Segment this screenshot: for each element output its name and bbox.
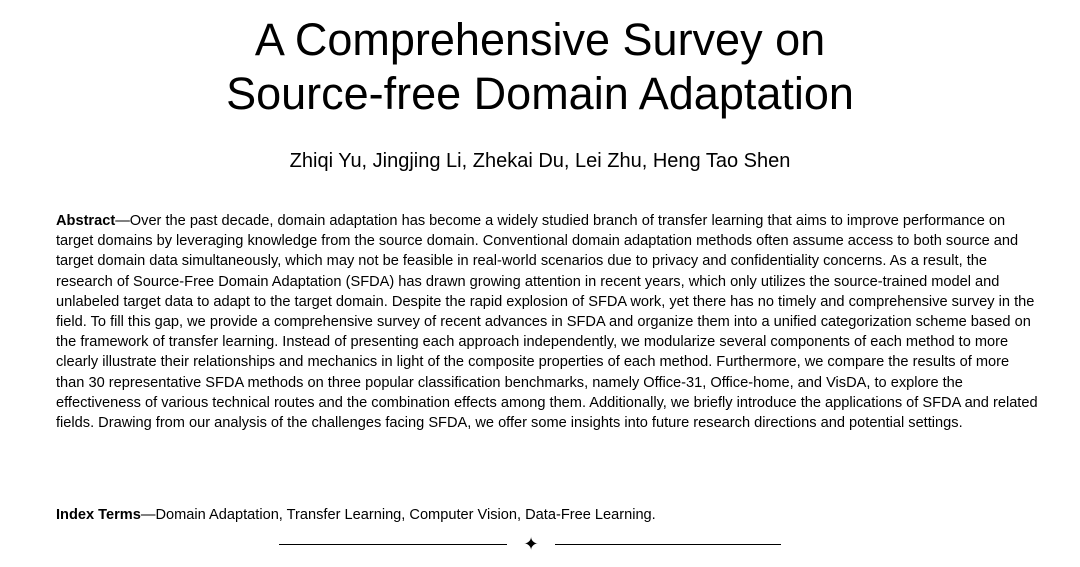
index-terms-label: Index Terms bbox=[56, 507, 141, 523]
abstract-text: —Over the past decade, domain adaptation has become a widely studied branch of transfer learning that aims to improve performance on target domains by leveraging knowledge from the source domain. Conventional domain adaptation methods often assume access to both source and target domain data simultaneously, which may not be feasible in real-world scenarios due to privacy and confidentiality concerns. As a result, the research of Source-Free Domain Adaptation (SFDA) has drawn growing attention in recent years, which only utilizes the source-trained model and unlabeled target data to adapt to the target domain. Despite the rapid explosion of SFDA work, yet there has no timely and comprehensive survey in the field. To fill this gap, we provide a comprehensive survey of recent advances in SFDA and organize them into a unified categorization scheme based on the framework of transfer learning. Instead of presenting each approach independently, we modularize several components of each method to more clearly illustrate their relationships and mechanics in light of the composite properties of each method. Furthermore, we compare the results of more than 30 representative SFDA methods on three popular classification benchmarks, namely Office-31, Office-home, and VisDA, to explore the effectiveness of various technical routes and the combination effects among them. Additionally, we briefly introduce the applications of SFDA and related fields. Drawing from our analysis of the challenges facing SFDA, we offer some insights into future research directions and potential settings. bbox=[56, 213, 1038, 432]
separator-line-right bbox=[555, 544, 781, 545]
abstract-paragraph bbox=[56, 211, 1041, 433]
separator-diamond-icon: ✦ bbox=[523, 534, 539, 554]
abstract-label: Abstract bbox=[56, 213, 116, 229]
index-terms-text: —Domain Adaptation, Transfer Learning, Computer Vision, Data-Free Learning. bbox=[140, 507, 656, 523]
index-terms-paragraph bbox=[56, 505, 1041, 525]
separator-line-left bbox=[279, 544, 507, 545]
paper-title-line-1: A Comprehensive Survey on bbox=[254, 14, 826, 65]
paper-title-line-2: Source-free Domain Adaptation bbox=[226, 68, 854, 119]
author-list: Zhiqi Yu, Jingjing Li, Zhekai Du, Lei Zhu, Heng Tao Shen bbox=[289, 150, 791, 172]
